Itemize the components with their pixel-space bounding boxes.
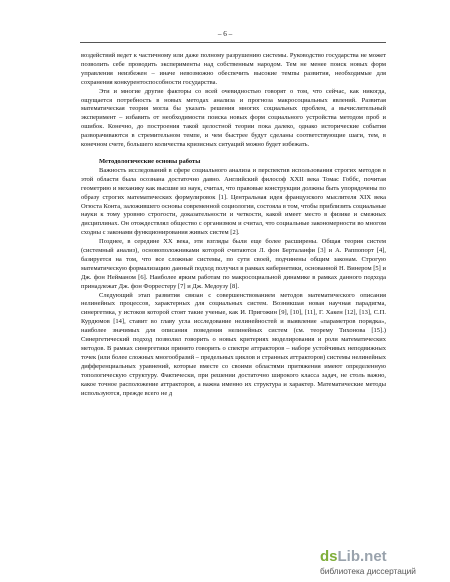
watermark: [320, 544, 442, 578]
watermark-tagline: библиотека диссертаций: [320, 566, 416, 576]
paragraph: Эти и многие другие факторы со всей очевидностью говорят о том, что сейчас, как никогда, ощущается потребность в новых методах анализа и прогноза макросоциальных явлений. Развитая математическая теория могла бы указать решения многих социальных проблем, а вычислительный эксперимент – избавить от необходимости поиска новых форм социального устройства методом проб и ошибок. Конечно, до построения такой целостной теории пока далеко, однако исторические события разворачиваются в стремительном темпе, и чем быстрее будут сделаны соответствующие шаги, тем, в конечном счете, большего количества кризисных ситуаций можно будет избежать.: [81, 87, 386, 149]
paragraph: Позднее, в середине XX века, эти взгляды были еще более расширены. Общая теория систем (системный анализ), основоположниками которой считаются Л. фон Берталанфи [3] и А. Раппопорт [4], базируется на том, что все сложные системы, по сути своей, подчинены общим законам. Строгую математическую формализацию данный подход получил в рамках кибернетики, основанной Н. Винером [5] и Дж. фон Нейманом [6]. Наиболее ярким работам по макросоциальной динамике в рамках данного подхода принадлежат Дж. фон Форрестеру [7] и Дж. Медоузу [8].: [81, 238, 386, 290]
page-number: – 6 –: [217, 30, 233, 38]
paragraph: Следующий этап развития связан с совершенствованием методов математического описания нелинейных процессов, характерных для социальных систем. Возникшая новая научная парадигма, синергетика, у истоков которой стоят такие ученые, как И. Пригожин [9], [10], [11], Г. Хакен [12], [13], С.П. Курдюмов [14], ставит во главу угла исследование нелинейностей и выявление «параметров порядка», наиболее значимых для описания поведения нелинейных систем (см. теорему Тихонова [15].) Синергетический подход позволил говорить о новых критериях моделирования и роли математических методов. В рамках синергетики принято говорить о спектре аттракторов – наборе устойчивых неподвижных точек (или более сложных многообразий – предельных циклов и странных аттракторов) системы нелинейных дифференциальных уравнений, которые вместе со своими областями притяжения имеют определенную топологическую структуру. Фактически, при решении достаточно широкого класса задач, не столь важно, какое точное расположение аттракторов, а важна именно их структура и характер. Математические методы используются, прежде всего не д: [81, 291, 386, 397]
section-heading: Методологические основы работы: [99, 157, 201, 165]
header-rule: [80, 42, 386, 43]
paragraph: Важность исследований в сфере социального анализа и перспектив использования строгих методов в этой области была осознана достаточно давно. Английский философ XXII века Томас Гоббс, почитая геометрию и механику как высшие из наук, считал, что правовые конструкции должны быть упорядочены по образу строгих математических формулировок [1]. Центральная идея французского мыслителя XIX века Огюста Конта, заложившего основы современной социологии, состояла в том, чтобы приблизить социальные науки к тому уровню строгости, доказательности и четкости, какой имеет место в физике и смежных дисциплинах. Он отождествлял общество с организмом и считал, что социальные закономерности во многом сходны с законами функционирования живых систем [2].: [81, 166, 386, 237]
document-body: [81, 52, 386, 398]
paragraph: воздействий ведет к частичному или даже полному разрушению системы. Руководство государства не может позволить себе проводить эксперименты над собственным народом. Тем не менее поиск новых форм управления неизбежен – иначе невозможно обеспечить высокие темпы развития, необходимые для сохранения конкурентоспособности государства.: [81, 52, 386, 86]
watermark-logo: dsLib.net: [320, 548, 387, 565]
